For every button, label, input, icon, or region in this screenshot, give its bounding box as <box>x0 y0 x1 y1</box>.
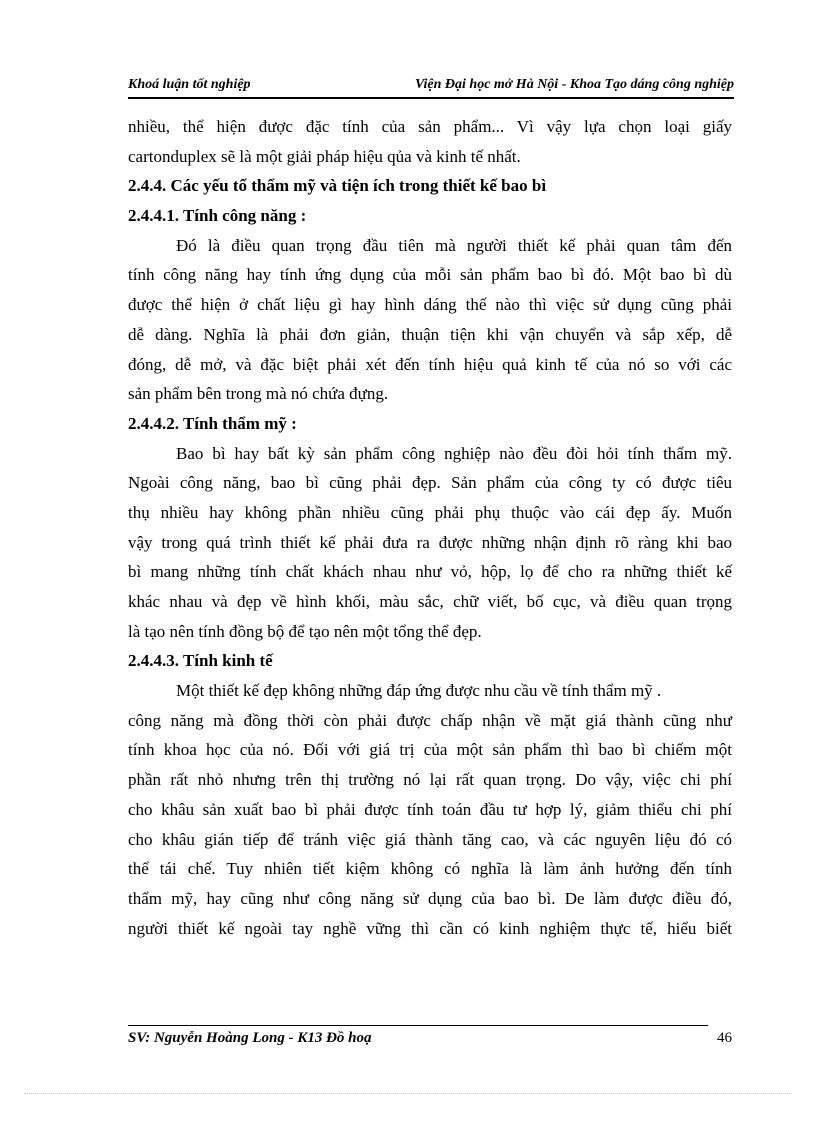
page-header <box>128 76 734 99</box>
paragraph-line: người thiết kế ngoài tay nghề vững thì cần có kinh nghiệm thực tế, hiểu biết <box>128 918 732 938</box>
page-bottom-dotted-divider <box>24 1093 792 1094</box>
paragraph-line: khác nhau và đẹp về hình khối, màu sắc, chữ viết, bố cục, và điều quan trọng <box>128 592 732 611</box>
header-left-title: Khoá luận tốt nghiệp <box>128 77 251 92</box>
paragraph-line: phần rất nhỏ nhưng trên thị trường nó lại rất quan trọng. Do vậy, việc chi phí <box>128 770 732 790</box>
paragraph-line: thể tái chế. Tuy nhiên tiết kiệm không có nghĩa là làm ảnh hưởng đến tính <box>128 859 732 879</box>
paragraph-line: dễ dàng. Nghĩa là phải đơn giản, thuận tiện khi vận chuyển và sắp xếp, dễ <box>128 324 732 344</box>
paragraph-line: cho khâu sản xuất bao bì phải được tính toán đầu tư hợp lý, giảm thiểu chi phí <box>128 799 732 819</box>
paragraph-line: tính công năng hay tính ứng dụng của mỗi sản phẩm bao bì đó. Một bao bì dù <box>128 265 732 285</box>
paragraph-line: thẩm mỹ, hay cũng như công năng sử dụng của bao bì. De làm được điều đó, <box>128 888 732 908</box>
header-right-title: Viện Đại học mở Hà Nội - Khoa Tạo dáng công nghiệp <box>414 77 734 92</box>
section-heading: 2.4.4.1. Tính công năng : <box>128 206 307 226</box>
paragraph-line: cartonduplex sẽ là một giải pháp hiệu qủa và kinh tế nhất. <box>128 146 521 166</box>
paragraph-line: Đó là điều quan trọng đầu tiên mà người thiết kế phải quan tâm đến <box>176 235 732 255</box>
paragraph-line: được thể hiện ở chất liệu gì hay hình dáng thế nào thì việc sử dụng cũng phải <box>128 295 732 315</box>
document-body <box>128 112 732 943</box>
section-heading: 2.4.4. Các yếu tố thẩm mỹ và tiện ích trong thiết kế bao bì <box>128 176 547 196</box>
paragraph-line: Ngoài công năng, bao bì cũng phải đẹp. Sản phẩm của công ty có được tiêu <box>128 473 732 493</box>
page-footer <box>128 1030 732 1047</box>
paragraph-line: vậy trong quá trình thiết kế phải đưa ra được những nhận định rõ ràng khi bao <box>128 532 732 552</box>
paragraph-line: đóng, dễ mở, và đặc biệt phải xét đến tính hiệu quả kinh tế của nó so với các <box>128 354 732 374</box>
page-number: 46 <box>717 1030 732 1046</box>
footer-author: SV: Nguyễn Hoàng Long - K13 Đồ hoạ <box>128 1030 372 1046</box>
section-heading: 2.4.4.3. Tính kinh tế <box>128 651 273 671</box>
section-heading: 2.4.4.2. Tính thẩm mỹ : <box>128 413 297 433</box>
paragraph-line: bì mang những tính chất khách nhau như vỏ, hộp, lọ để cho ra những thiết kế <box>128 562 732 582</box>
paragraph-line: tính khoa học của nó. Đối với giá trị của một sản phẩm thì bao bì chiếm một <box>128 740 732 760</box>
paragraph-line: công năng mà đồng thời còn phải được chấp nhận về mặt giá thành cũng như <box>128 710 732 730</box>
paragraph-line: Bao bì hay bất kỳ sản phẩm công nghiệp nào đều đòi hỏi tính thẩm mỹ. <box>176 443 732 463</box>
paragraph-line: nhiều, thể hiện được đặc tính của sản phẩm... Vì vậy lựa chọn loại giấy <box>128 117 732 136</box>
paragraph-line: cho khâu gián tiếp để tránh việc giá thành tăng cao, và các nguyên liệu đó có <box>128 829 732 849</box>
paragraph-line: thụ nhiều hay không phần nhiều cũng phải phụ thuộc vào cái đẹp ấy. Muốn <box>128 502 732 522</box>
paragraph-line: là tạo nên tính đồng bộ để tạo nên một tổng thể đẹp. <box>128 621 482 641</box>
paragraph-line: Một thiết kế đẹp không những đáp ứng được nhu cầu về tính thẩm mỹ . <box>176 681 662 701</box>
footer-divider <box>128 1025 708 1026</box>
paragraph-line: sản phẩm bên trong mà nó chứa đựng. <box>128 384 389 404</box>
